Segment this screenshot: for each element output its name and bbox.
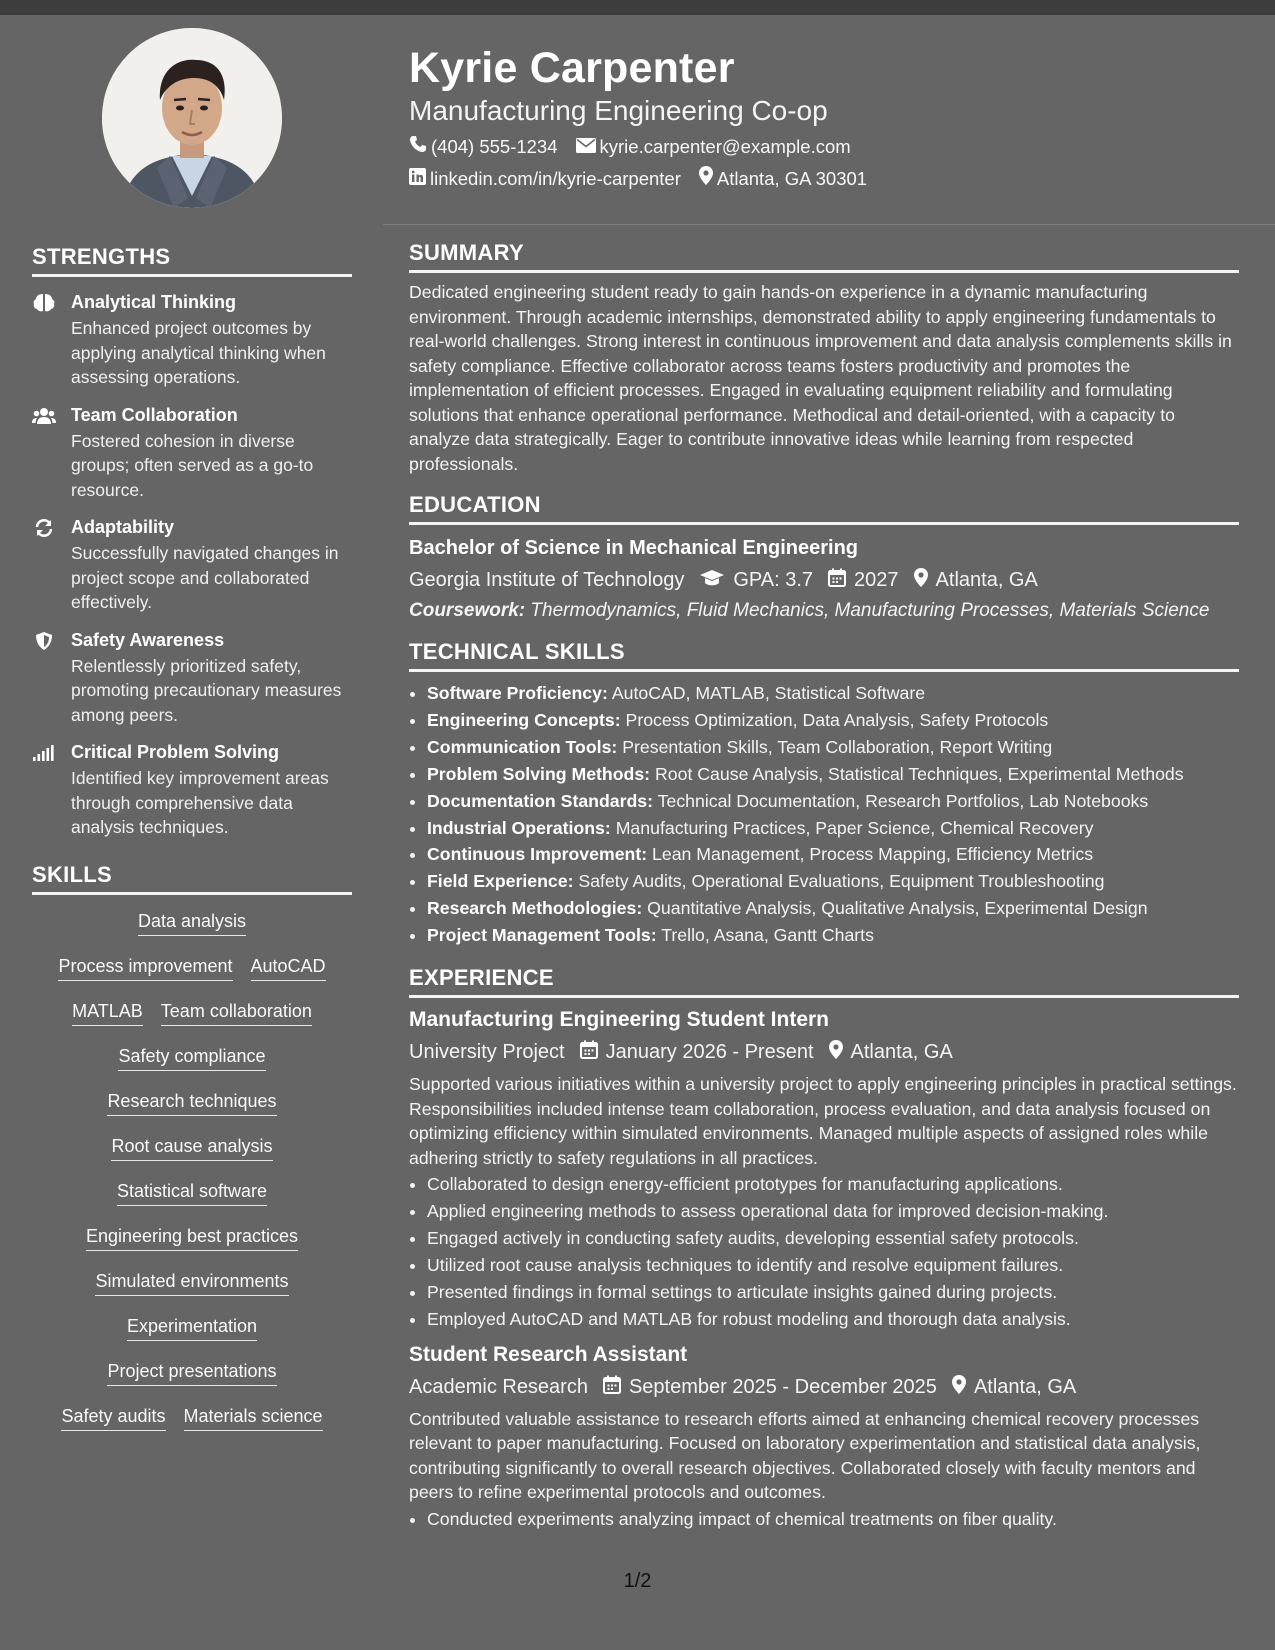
technical-skills-list (409, 680, 1239, 949)
page-number: 1/2 (623, 1570, 652, 1592)
coursework (409, 599, 1239, 623)
linkedin-text: linkedin.com/in/kyrie-carpenter (430, 167, 681, 189)
location-text: Atlanta, GA 30301 (716, 167, 868, 189)
candidate-role: Manufacturing Engineering Co-op (409, 95, 828, 126)
skill-category: Communication Tools: (427, 736, 618, 757)
list-item: • Utilized root cause analysis techniques to identify and resolve equipment failures. (427, 1252, 1239, 1279)
calendar-icon (603, 1375, 621, 1400)
job-org (409, 1376, 588, 1399)
skill-list (32, 901, 352, 1441)
education-location (914, 568, 1038, 593)
skill-tag: Safety compliance (118, 1046, 265, 1071)
header-divider (383, 224, 1275, 225)
email-text: kyrie.carpenter@example.com (599, 136, 851, 157)
list-item: • Presented findings in formal settings to articulate insights gained during projects. (427, 1279, 1239, 1306)
list-item: • Collaborated to design energy-efficient prototypes for manufacturing applications. (427, 1171, 1239, 1198)
skill-row (32, 1351, 352, 1396)
job-org (409, 1041, 565, 1064)
calendar-icon (580, 1040, 598, 1065)
job-entry (409, 1343, 1239, 1533)
summary-heading: SUMMARY (409, 240, 1239, 273)
email-contact[interactable] (576, 135, 851, 159)
technical-skills-heading: TECHNICAL SKILLS (409, 639, 1239, 672)
list-item (427, 680, 1239, 707)
job-title: Manufacturing Engineering Student Intern (409, 1008, 829, 1032)
skill-tag: AutoCAD (251, 956, 326, 981)
job-description: Contributed valuable assistance to research efforts aimed at enhancing chemical recovery processes relevant to paper manufacturing. Focused on laboratory experimentation and statistical data analysis, contributing significantly to overall research objectives. Collaborated closely with faculty mentors and peers to refine experimental protocols and outcomes. (409, 1408, 1201, 1502)
skill-tag: Statistical software (117, 1181, 267, 1206)
degree-title: Bachelor of Science in Mechanical Engineering (409, 537, 859, 559)
coursework-label: Coursework: (409, 600, 526, 621)
left-column (32, 15, 352, 1441)
education-heading: EDUCATION (409, 492, 1239, 525)
skill-row (32, 1216, 352, 1261)
job-meta (409, 1375, 1239, 1400)
skill-values: Presentation Skills, Team Collaboration, Report Writing (622, 736, 1053, 757)
location-text: Atlanta, GA (850, 1041, 953, 1064)
skill-tag: Project presentations (107, 1361, 276, 1386)
skill-tag: Materials science (184, 1406, 323, 1431)
list-item (427, 707, 1239, 734)
skill-row (32, 901, 352, 946)
resume-header (409, 15, 1249, 191)
skill-tag: Engineering best practices (86, 1226, 298, 1251)
education-meta (409, 568, 1239, 593)
candidate-name: Kyrie Carpenter (409, 44, 735, 92)
list-item (427, 841, 1239, 868)
dates-text: January 2026 - Present (605, 1041, 814, 1064)
users-icon (32, 405, 56, 427)
skill-row (32, 946, 352, 991)
year-text: 2027 (854, 569, 899, 591)
skill-category: Field Experience: (427, 871, 574, 892)
contact-row (409, 166, 1249, 191)
location-contact (699, 166, 867, 191)
job-location (952, 1375, 1076, 1400)
gpa (699, 569, 813, 593)
coursework-text: Thermodynamics, Fluid Mechanics, Manufacturing Processes, Materials Science (530, 600, 1210, 621)
phone-icon (409, 135, 427, 159)
school-text: Georgia Institute of Technology (409, 569, 685, 591)
school-name (409, 569, 684, 592)
skill-values: Manufacturing Practices, Paper Science, Chemical Recovery (615, 817, 1094, 838)
skill-values: Process Optimization, Data Analysis, Safety Protocols (625, 709, 1049, 730)
skill-values: AutoCAD, MATLAB, Statistical Software (611, 683, 926, 703)
skill-category: Industrial Operations: (427, 817, 611, 838)
strength-title: Team Collaboration (71, 404, 238, 425)
skill-tag: Process improvement (58, 956, 232, 981)
skill-row (32, 991, 352, 1036)
top-bar (0, 0, 1275, 15)
skill-values: Safety Audits, Operational Evaluations, Equipment Troubleshooting (578, 871, 1105, 892)
linkedin-icon (409, 167, 426, 191)
job-entry (409, 1008, 1239, 1332)
list-item (427, 788, 1239, 815)
skill-values: Trello, Asana, Gantt Charts (661, 925, 874, 946)
strength-item (32, 629, 352, 728)
job-title: Student Research Assistant (409, 1342, 688, 1366)
job-bullets (409, 1506, 1239, 1533)
education-section (409, 492, 1239, 623)
strength-item (32, 741, 352, 840)
skill-values: Root Cause Analysis, Statistical Techniques, Experimental Methods (655, 763, 1184, 784)
phone-text: (404) 555-1234 (431, 136, 558, 157)
skill-row (32, 1306, 352, 1351)
summary-section (409, 240, 1239, 476)
sync-icon (32, 517, 56, 539)
skill-row (32, 1126, 352, 1171)
skill-tag: Safety audits (61, 1406, 165, 1431)
strength-title: Safety Awareness (71, 629, 225, 650)
shield-icon (32, 630, 56, 652)
skill-tag: Simulated environments (95, 1271, 288, 1296)
job-description: Supported various initiatives within a university project to apply engineering principles in practical settings. Responsibilities included intense team collaboration, process evaluation, and data analysis focused on optimizing efficiency within simulated environments. Managed multiple aspects of assigned roles while adhering strictly to safety regulations in all practices. (409, 1074, 1237, 1168)
strength-title: Critical Problem Solving (71, 742, 280, 762)
main-column (409, 240, 1239, 1548)
location-text: Atlanta, GA (935, 569, 1038, 591)
list-item: • Applied engineering methods to assess operational data for improved decision-making. (427, 1198, 1239, 1225)
strength-title: Adaptability (71, 517, 175, 537)
list-item: • Conducted experiments analyzing impact of chemical treatments on fiber quality. (427, 1506, 1239, 1533)
job-location (829, 1040, 953, 1065)
strength-description: Relentlessly prioritized safety, promoting precautionary measures among peers. (71, 655, 342, 725)
skill-category: Engineering Concepts: (427, 709, 621, 730)
list-item (427, 895, 1239, 922)
brain-icon (32, 292, 56, 314)
experience-section (409, 965, 1239, 1532)
profile-photo (102, 28, 282, 208)
list-item (427, 922, 1239, 949)
list-item (427, 815, 1239, 842)
strength-description: Identified key improvement areas through comprehensive data analysis techniques. (71, 768, 329, 837)
map-pin-icon (829, 1040, 843, 1065)
list-item: • Engaged actively in conducting safety audits, developing essential safety protocols. (427, 1225, 1239, 1252)
skill-category: Continuous Improvement: (427, 844, 648, 865)
signal-icon (32, 742, 56, 764)
skill-category: Project Management Tools: (427, 925, 657, 946)
job-meta (409, 1040, 1239, 1065)
list-item (427, 868, 1239, 895)
skill-row (32, 1036, 352, 1081)
job-dates (603, 1375, 937, 1400)
skill-values: Technical Documentation, Research Portfolios, Lab Notebooks (657, 790, 1149, 811)
skill-tag: MATLAB (72, 1001, 143, 1026)
skill-row (32, 1261, 352, 1306)
skill-tag: Research techniques (107, 1091, 276, 1116)
skill-category: Research Methodologies: (427, 898, 643, 919)
skill-tag: Root cause analysis (111, 1136, 272, 1161)
phone-contact[interactable] (409, 135, 558, 159)
skills-heading: SKILLS (32, 862, 352, 895)
list-item: • Employed AutoCAD and MATLAB for robust modeling and thorough data analysis. (427, 1306, 1239, 1333)
skill-tag: Team collaboration (161, 1001, 312, 1026)
technical-skills-section (409, 639, 1239, 949)
skill-category: Software Proficiency: (427, 683, 608, 703)
skill-row (32, 1081, 352, 1126)
org-text: University Project (409, 1041, 565, 1064)
skill-row (32, 1396, 352, 1441)
job-dates (580, 1040, 814, 1065)
strengths-heading: STRENGTHS (32, 244, 352, 277)
strength-item (32, 291, 352, 390)
graduation-cap-icon (699, 569, 725, 593)
strength-item (32, 516, 352, 615)
strength-description: Fostered cohesion in diverse groups; often served as a go-to resource. (71, 430, 314, 500)
calendar-icon (828, 568, 846, 593)
experience-heading: EXPERIENCE (409, 965, 1239, 998)
skill-category: Documentation Standards: (427, 790, 654, 811)
map-pin-icon (952, 1375, 966, 1400)
strength-description: Enhanced project outcomes by applying analytical thinking when assessing operations. (71, 318, 326, 387)
org-text: Academic Research (409, 1375, 588, 1398)
graduation-year (828, 568, 899, 593)
strength-item (32, 404, 352, 503)
dates-text: September 2025 - December 2025 (628, 1375, 937, 1398)
location-text: Atlanta, GA (973, 1375, 1077, 1398)
job-bullets (409, 1171, 1239, 1332)
envelope-icon (576, 135, 596, 159)
summary-text: Dedicated engineering student ready to gain hands-on experience in a dynamic manufacturing environment. Through academic internships, demonstrated ability to apply engineering fundamentals to real-world challenges. Strong interest in continuous improvement and data analysis complements skills in safety compliance. Effective collaborator across teams fosters productivity and promotes the implementation of efficient processes. Engaged in evaluating equipment reliability and formulating solutions that enhance operational performance. Methodical and detail-oriented, with a capacity to analyze data strategically. Eager to contribute innovative ideas while learning from respected professionals. (409, 282, 1232, 474)
strength-title: Analytical Thinking (71, 292, 237, 312)
skill-values: Quantitative Analysis, Qualitative Analysis, Experimental Design (647, 898, 1148, 919)
gpa-text: GPA: 3.7 (733, 569, 814, 591)
skill-tag: Data analysis (138, 911, 246, 936)
map-pin-icon (914, 568, 928, 593)
map-pin-icon (699, 166, 713, 191)
skill-row (32, 1171, 352, 1216)
linkedin-contact[interactable] (409, 166, 681, 191)
list-item (427, 734, 1239, 761)
skill-category: Problem Solving Methods: (427, 763, 651, 784)
skill-values: Lean Management, Process Mapping, Efficiency Metrics (652, 844, 1094, 865)
list-item (427, 761, 1239, 788)
strength-description: Successfully navigated changes in project scope and collaborated effectively. (71, 543, 339, 612)
contact-row (409, 135, 1249, 159)
skill-tag: Experimentation (127, 1316, 257, 1341)
